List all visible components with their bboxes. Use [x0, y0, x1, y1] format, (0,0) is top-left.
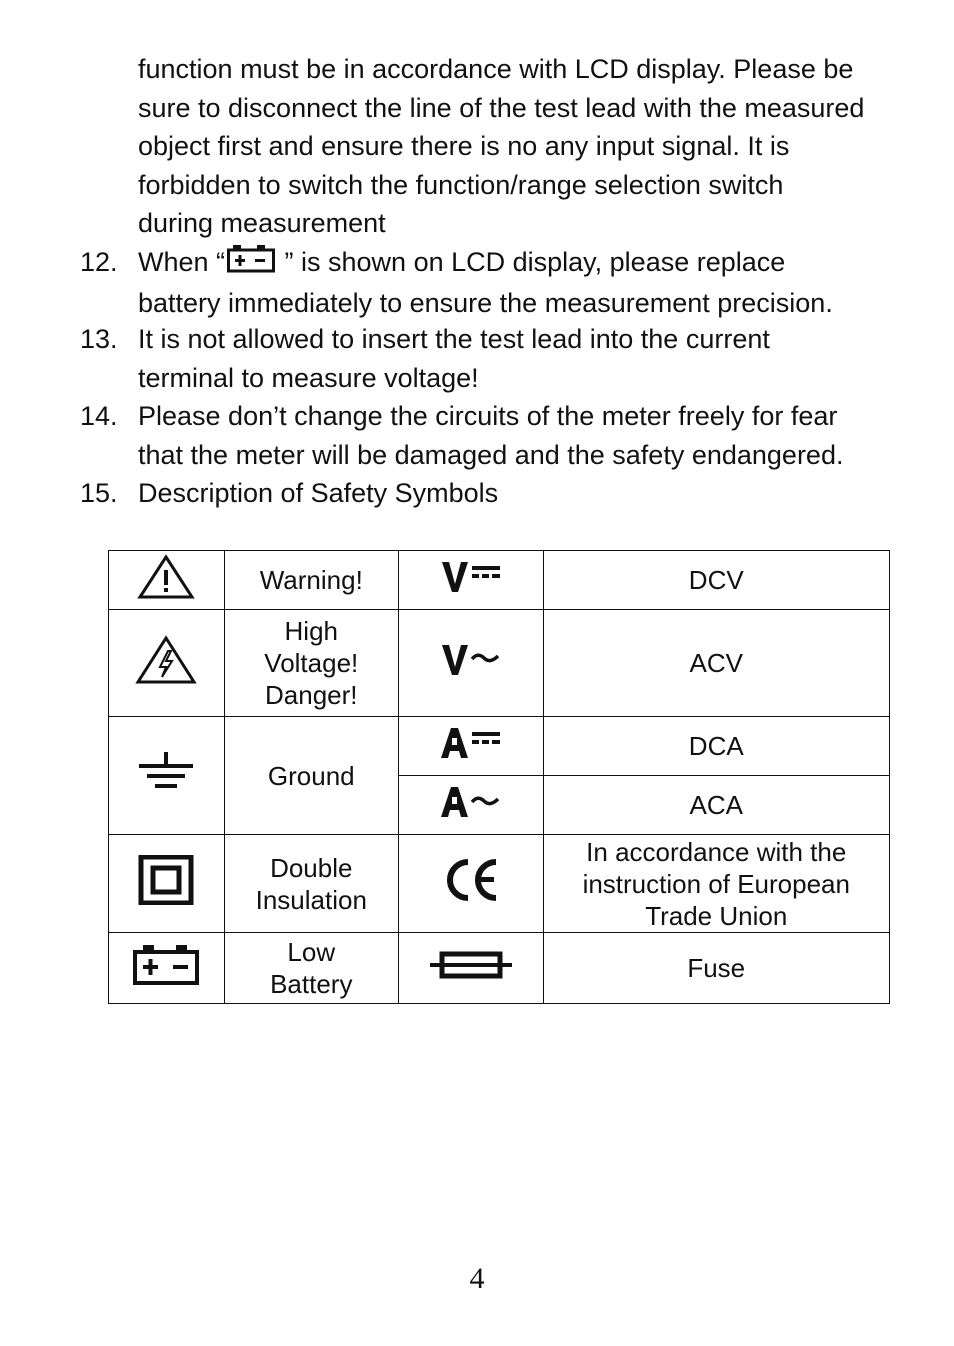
symbol-label: Ground — [224, 717, 398, 835]
text-line: It is not allowed to insert the test lead into the current — [138, 324, 770, 354]
symbol-label: DCA — [543, 717, 889, 776]
text-line: Description of Safety Symbols — [138, 478, 499, 508]
ce-mark-icon — [440, 855, 502, 912]
intro-paragraph — [138, 50, 928, 243]
symbol-cell — [398, 717, 543, 776]
symbol-cell — [398, 551, 543, 610]
symbol-label: Warning! — [224, 551, 398, 610]
symbol-label: Double Insulation — [224, 835, 398, 933]
aca-icon — [440, 785, 502, 826]
symbol-label: DCV — [543, 551, 889, 610]
warning-triangle-icon — [137, 554, 195, 607]
symbol-cell — [398, 835, 543, 933]
text-line: Please don’t change the circuits of the meter freely for fear — [138, 401, 838, 431]
text-line: sure to disconnect the line of the test lead with the measured — [138, 92, 865, 123]
symbol-cell — [109, 933, 225, 1004]
battery-icon — [133, 945, 199, 992]
item-number: 13. — [80, 324, 118, 354]
acv-icon — [440, 643, 502, 684]
double-insulation-icon — [138, 855, 194, 912]
text-line: that the meter will be damaged and the safety endangered. — [138, 439, 844, 470]
text-line: battery immediately to ensure the measurement precision. — [138, 287, 833, 318]
symbol-label: In accordance with the instruction of European Trade Union — [543, 835, 889, 933]
safety-symbols-table — [108, 550, 890, 1004]
ground-icon — [137, 750, 195, 801]
dcv-icon — [440, 560, 502, 601]
symbol-cell — [398, 776, 543, 835]
text-line: during measurement — [138, 208, 386, 239]
high-voltage-icon — [135, 635, 197, 692]
symbol-cell — [109, 835, 225, 933]
symbol-label: ACA — [543, 776, 889, 835]
symbol-cell — [398, 610, 543, 717]
text-line: terminal to measure voltage! — [138, 362, 479, 393]
symbol-label: Fuse — [543, 933, 889, 1004]
symbol-label: High Voltage! Danger! — [224, 610, 398, 717]
dca-icon — [440, 726, 502, 767]
text-line: object first and ensure there is no any input signal. It is — [138, 131, 790, 162]
symbol-cell — [109, 717, 225, 835]
item-number: 12. — [80, 247, 118, 277]
symbol-cell — [398, 933, 543, 1004]
page-number: 4 — [469, 1262, 485, 1295]
battery-icon — [227, 245, 275, 284]
symbol-cell — [109, 551, 225, 610]
fuse-icon — [430, 950, 512, 987]
text-line: forbidden to switch the function/range selection switch — [138, 169, 784, 200]
item-number: 14. — [80, 401, 118, 431]
item-number: 15. — [80, 478, 118, 508]
symbol-label: ACV — [543, 610, 889, 717]
symbol-cell — [109, 610, 225, 717]
text-line: function must be in accordance with LCD display. Please be — [138, 54, 854, 84]
text-fragment: When “ — [138, 247, 226, 277]
text-fragment: ” is shown on LCD display, please replace — [277, 247, 786, 277]
symbol-label: Low Battery — [224, 933, 398, 1004]
